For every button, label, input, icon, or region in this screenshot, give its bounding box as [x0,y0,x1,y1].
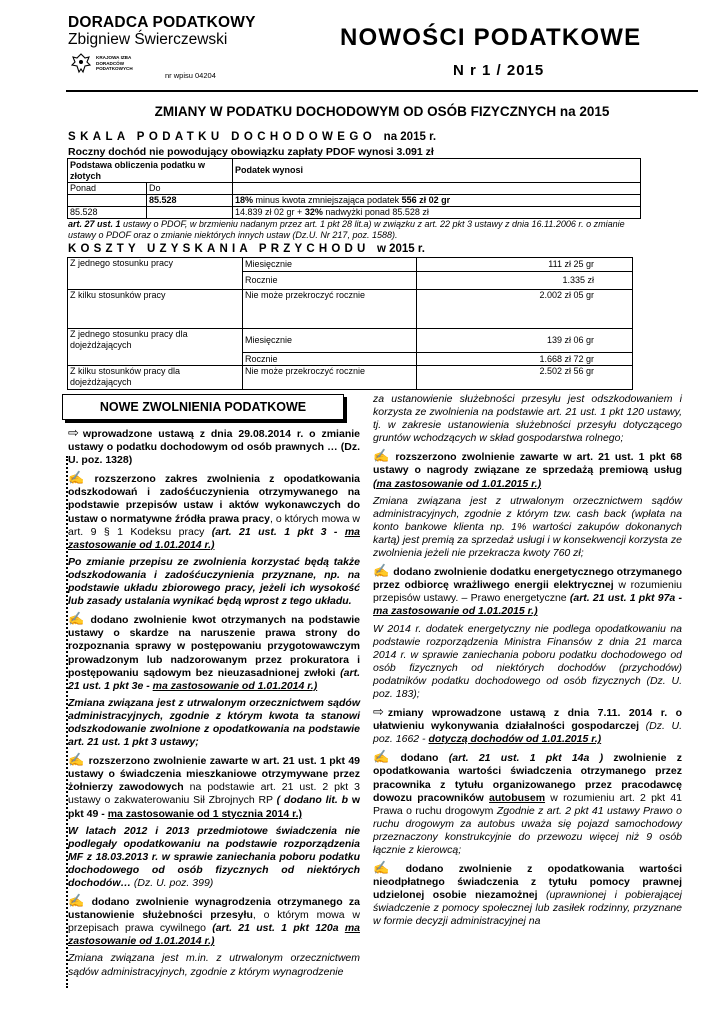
costs-table [67,257,633,390]
list-item: ⇨ zmiany wprowadzone ustawą z dnia 7.11. 2014 r. o ułatwieniu wykonywania działalności gospodarczej (Dz. U. poz. 1662 - dotyczą dochodów od 1.01.2015 r.) [373,704,682,746]
pointing-hand-icon: ✍ [373,860,402,876]
costs-period: Miesięcznie [243,258,417,272]
issue-number: N r 1 / 2015 [453,62,545,79]
pointing-hand-icon: ✍ [68,611,87,627]
header-to: Do [147,183,233,195]
table-cell [68,195,147,207]
costs-amount: 1.335 zł [417,272,633,290]
list-item: ✍ dodano zwolnienie dodatku energetycznego otrzymanego przez odbiorcę wrażliwego energii elektrycznej w rozumieniu przepisów ustawy. – Prawo energetyczne (art. 21 ust. 1 pkt 97a - ma zastosowanie od 1.01.2015 r.) [373,563,683,618]
pointing-hand-icon: ✍ [373,448,392,464]
list-item: W 2014 r. dodatek energetyczny nie podlega opodatkowaniu na podstawie rozporządzenia Ministra Finansów z dnia 21 marca 2014 r. w sprawie zaniechania poboru podatku dochodowego od osób fizycznych od niektórych dochodów (przychodów) podatników podatku dochodowego od osób fizycznych (Dz. U. poz. 183); [373,622,682,700]
list-item: Po zmianie przepisu ze zwolnienia korzystać będą także odszkodowania i zadośćuczynienia przyznane, np. na podstawie układu zbiorowego pracy, jeżeli ich wysokość lub zasady ustalania wynikać będą wprost z tego układu. [68,555,360,608]
costs-heading: KOSZTY UZYSKANIA PRZYCHODU w 2015 r. [68,243,425,255]
income-note: Roczny dochód nie powodujący obowiązku zapłaty PDOF wynosi 3.091 zł [68,146,434,158]
costs-amount: 2.002 zł 05 gr [417,290,633,329]
list-item: za ustanowienie służebności przesyłu jest odszkodowaniem i korzysta ze zwolnienia na podstawie art. 21 ust. 1 pkt 120 ustawy, tj. w zakresie ustanowienia służebności przesyłu dotyczącego gruntów wchodzących w skład gospodarstwa rolnego; [373,393,682,445]
header-from: Ponad [68,183,147,195]
chamber-name: KRAJOWA IZBA DORADCÓW PODATKOWYCH [96,55,133,72]
legal-basis-note: art. 27 ust. 1 ustawy o PDOF, w brzmieniu nadanym przez art. 1 pkt 28 lit.a) w związku z art. 22 pkt 3 ustawy z dnia 16.11.2006 r. o zmianie ustawy o PDOF oraz o zmianie niektórych innych ustaw (Dz.U. Nr 217, poz. 1588). [68,219,625,240]
pointing-hand-icon: ✍ [373,749,397,765]
list-item: Zmiana związana jest m.in. z utrwalonym orzecznictwem sądów administracyjnych, zgodnie z którym wynagrodzenie [68,952,360,978]
pointing-hand-icon: ✍ [68,893,88,909]
costs-period: Nie może przekroczyć rocznie [243,366,417,390]
bracket1-tax: 18% minus kwota zmniejszająca podatek 556 zł 02 gr [233,195,641,207]
costs-category: Z kilku stosunków pracy [68,290,243,329]
list-item: ✍ rozszerzono zwolnienie zawarte w art. 21 ust. 1 pkt 49 ustawy o świadczenia mieszkaniowe otrzymywane przez żołnierzy zawodowych na podstawie art. 21 ust. 2 pkt 3 ustawy o zakwaterowaniu Sił Zbrojnych RP ( dodano lit. b w pkt 49 - ma zastosowanie od 1 stycznia 2014 r.) [68,752,361,820]
bracket1-upper-limit: 85.528 [147,195,233,207]
arrow-right-icon: ⇨ [68,425,79,440]
newsletter-title: NOWOŚCI PODATKOWE [340,24,642,51]
header-tax-base: Podstawa obliczenia podatku w złotych [68,159,233,183]
costs-period: Rocznie [243,272,417,290]
costs-category: Z jednego stosunku pracy [68,258,243,290]
tax-scale-table [67,158,641,219]
list-item: ✍ dodano (art. 21 ust. 1 pkt 14a ) zwolnienie z opodatkowania wartości świadczenia otrzymanego przez pracownika z tytułu organizowanego przez pracodawcę dowozu pracowników autobusem w rozumieniu art. 2 pkt 41 Prawa o ruchu drogowym Zgodnie z art. 2 pkt 41 ustawy Prawo o ruchu drogowym za autobus uważa się pojazd samochodowy przeznaczony konstrukcyjnie do przewozu więcej niż 9 osób łącznie z kierowcą; [373,749,683,856]
costs-amount: 111 zł 25 gr [417,258,633,272]
header-tax-amount: Podatek wynosi [233,159,641,183]
list-item: Zmiana związana jest z utrwalonym orzecznictwem sądów administracyjnych, zgodnie z którym tzw. cash back (wpłata na konto bankowe klienta np. 1% wartości zakupów dokonanych kartą) jest premią za sprzedaż usługi i w konsekwencji korzysta ze zwolnienia jeżeli nie przekracza kwoty 760 zł; [373,494,682,560]
section-title-box: NOWE ZWOLNIENIA PODATKOWE [62,394,344,420]
registry-number: nr wpisu 04204 [165,71,216,80]
list-item: ✍ dodano zwolnienie wynagrodzenia otrzymanego za ustanowienie służebności przesyłu, o którym mowa w przepisach prawa cywilnego (art. 21 ust. 1 pkt 120a ma zastosowanie od 1.01.2014 r.) [68,893,360,948]
brand-name: DORADCA PODATKOWY [68,14,256,31]
table-cell [147,207,233,219]
pointing-hand-icon: ✍ [373,563,390,579]
chamber-emblem-icon [70,52,92,76]
costs-amount: 1.668 zł 72 gr [417,353,633,366]
arrow-right-icon: ⇨ [373,704,384,720]
costs-period: Nie może przekroczyć rocznie [243,290,417,329]
pointing-hand-icon: ✍ [68,752,85,768]
list-item: ✍ rozszerzono zakres zwolnienia z opodatkowania odszkodowań i zadośćuczynienia otrzymywanego na podstawie przepisów ustaw i aktów wykonawczych do ustaw o normatywne źródła prawa pracy, o których mowa w art. 9 § 1 Kodeksu pracy (art. 21 ust. 1 pkt 3 - ma zastosowanie od 1.01.2014 r.) [68,470,361,551]
right-column [373,393,682,933]
bracket2-tax: 14.839 zł 02 gr + 32% nadwyżki ponad 85.528 zł [233,207,641,219]
costs-period: Miesięcznie [243,329,417,353]
table-cell [233,183,641,195]
advisor-name: Zbigniew Świerczewski [68,31,228,48]
list-item: W latach 2012 i 2013 przedmiotowe świadczenia nie podlegały opodatkowaniu na podstawie rozporządzenia MF z 18.03.2013 r. w sprawie zaniechania poboru podatku dochodowego od osób fizycznych od niektórych dochodów… (Dz. U. poz. 399) [68,824,360,889]
left-column [68,426,360,983]
list-item: ✍ rozszerzono zwolnienie zawarte w art. 21 ust. 1 pkt 68 ustawy o nagrody związane ze sprzedażą premiową usług (ma zastosowanie od 1.01.2015 r.) [373,448,682,490]
list-item: ✍ dodano zwolnienie z opodatkowania wartości nieodpłatnego świadczenia z tytułu pomocy prawnej udzielonej osobie niezamożnej (uprawnionej i pobierającej świadczenie z pomocy społecznej lub zasiłek rodzinny, przyznane w formie decyzji administracyjnej na [373,860,682,928]
tax-scale-heading: SKALA PODATKU DOCHODOWEGO na 2015 r. [68,131,437,143]
header-divider [66,90,698,92]
bracket2-lower-limit: 85.528 [68,207,147,219]
list-item: ✍ dodano zwolnienie kwot otrzymanych na podstawie ustawy o skardze na naruszenie prawa strony do rozpoznania sprawy w postępowaniu przygotowawczym prowadzonym lub nadzorowanym przez prokuratora i postępowaniu sądowym bez nieuzasadnionej zwłoki (art. 21 ust. 1 pkt 3e - ma zastosowanie od 1.01.2014 r.) [68,611,360,692]
list-item: Zmiana związana jest z utrwalonym orzecznictwem sądów administracyjnych, zgodnie z którym kwota ta stanowi odszkodowanie zwolnione z opodatkowania na podstawie art. 21 ust. 1 pkt 3 ustawy; [68,696,360,749]
costs-period: Rocznie [243,353,417,366]
costs-category: Z jednego stosunku pracy dla dojeżdżających [68,329,243,366]
costs-amount: 139 zł 06 gr [417,329,633,353]
page-heading: ZMIANY W PODATKU DOCHODOWYM OD OSÓB FIZYCZNYCH na 2015 [154,104,610,119]
costs-amount: 2.502 zł 56 gr [417,366,633,390]
list-item: ⇨ wprowadzone ustawą z dnia 29.08.2014 r. o zmianie ustawy o podatku dochodowym od osób prawnych … (Dz. U. poz. 1328) [68,425,360,467]
pointing-hand-icon: ✍ [68,470,91,486]
costs-category: Z kilku stosunków pracy dla dojeżdżających [68,366,243,390]
